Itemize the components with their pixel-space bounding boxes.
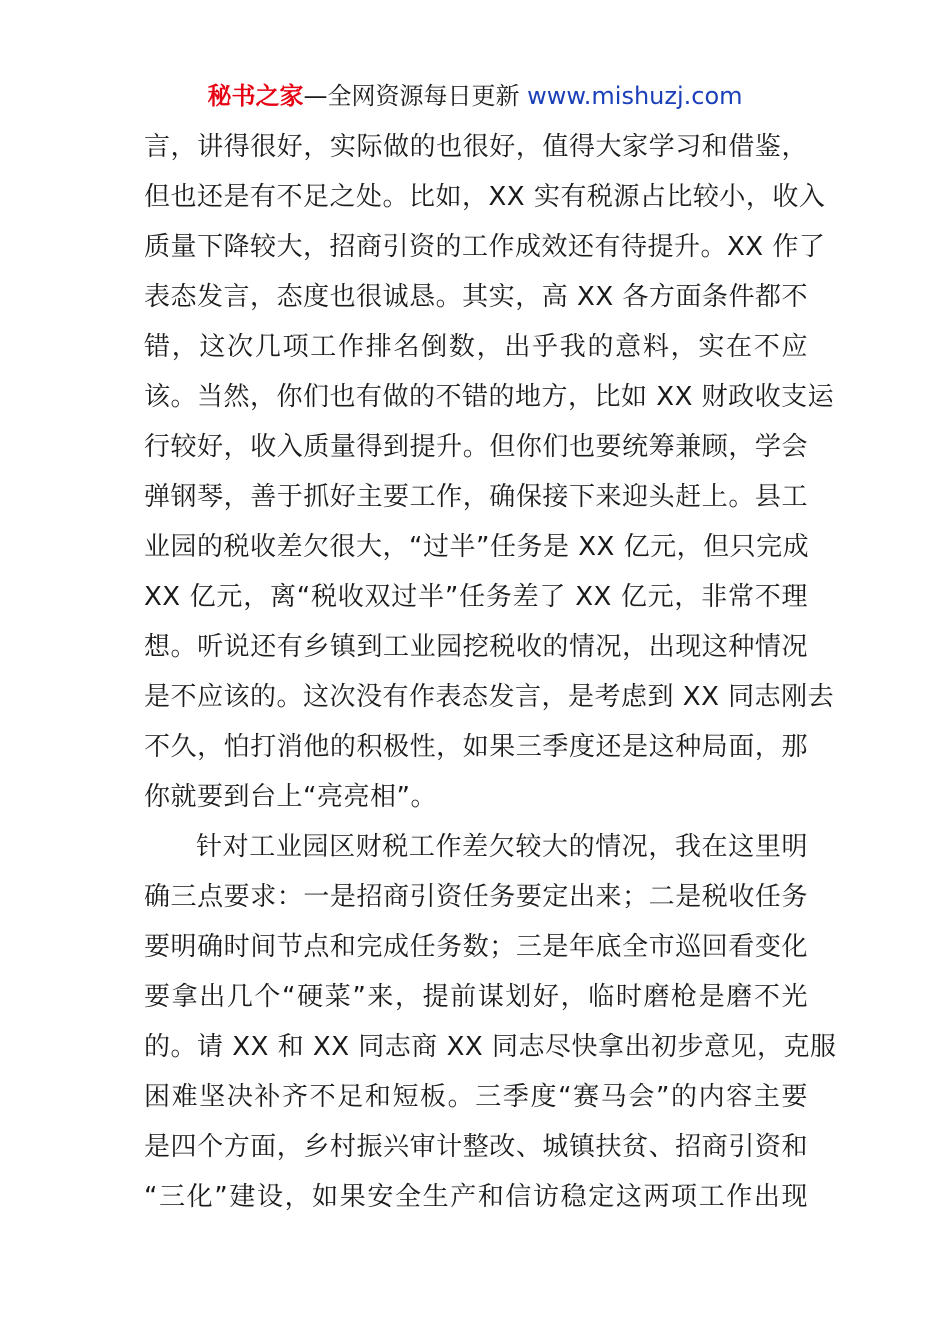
- document-body: [144, 122, 837, 1222]
- text-line: 确三点要求：一是招商引资任务要定出来；二是税收任务: [144, 882, 808, 912]
- paragraph-1: [144, 122, 835, 822]
- text-line: 弹钢琴，善于抓好主要工作，确保接下来迎头赶上。县工: [144, 482, 808, 512]
- site-header: [0, 80, 950, 112]
- site-url-link[interactable]: www.mishuzj.com: [527, 82, 743, 110]
- text-line: 错，这次几项工作排名倒数，出乎我的意料，实在不应: [144, 332, 808, 362]
- text-line: 你就要到台上“亮亮相”。: [144, 782, 437, 812]
- text-line: 要拿出几个“硬菜”来，提前谋划好，临时磨枪是磨不光: [144, 982, 808, 1012]
- site-tagline: —全网资源每日更新: [303, 82, 528, 110]
- text-line: 要明确时间节点和完成任务数；三是年底全市巡回看变化: [144, 932, 808, 962]
- text-line: XX 亿元，离“税收双过半”任务差了 XX 亿元，非常不理: [144, 582, 808, 612]
- text-line: 想。听说还有乡镇到工业园挖税收的情况，出现这种情况: [144, 632, 808, 662]
- text-line: 是四个方面，乡村振兴审计整改、城镇扶贫、招商引资和: [144, 1132, 808, 1162]
- text-line: 针对工业园区财税工作差欠较大的情况，我在这里明: [196, 832, 808, 862]
- text-line: 业园的税收差欠很大，“过半”任务是 XX 亿元，但只完成: [144, 532, 810, 562]
- text-line: 言，讲得很好，实际做的也很好，值得大家学习和借鉴，: [144, 132, 808, 162]
- text-line: 行较好，收入质量得到提升。但你们也要统筹兼顾，学会: [144, 432, 808, 462]
- text-line: 表态发言，态度也很诚恳。其实，高 XX 各方面条件都不: [144, 282, 808, 312]
- text-line: 质量下降较大，招商引资的工作成效还有待提升。XX 作了: [144, 232, 826, 262]
- site-brand: 秘书之家: [207, 82, 304, 110]
- text-line: 不久，怕打消他的积极性，如果三季度还是这种局面，那: [144, 732, 808, 762]
- paragraph-2: [144, 822, 837, 1222]
- text-line: 但也还是有不足之处。比如，XX 实有税源占比较小，收入: [144, 182, 826, 212]
- text-line: 是不应该的。这次没有作表态发言，是考虑到 XX 同志刚去: [144, 682, 835, 712]
- text-line: “三化”建设，如果安全生产和信访稳定这两项工作出现: [144, 1182, 808, 1212]
- text-line: 的。请 XX 和 XX 同志商 XX 同志尽快拿出初步意见，克服: [144, 1032, 837, 1062]
- text-line: 困难坚决补齐不足和短板。三季度“赛马会”的内容主要: [144, 1082, 808, 1112]
- text-line: 该。当然，你们也有做的不错的地方，比如 XX 财政收支运: [144, 382, 835, 412]
